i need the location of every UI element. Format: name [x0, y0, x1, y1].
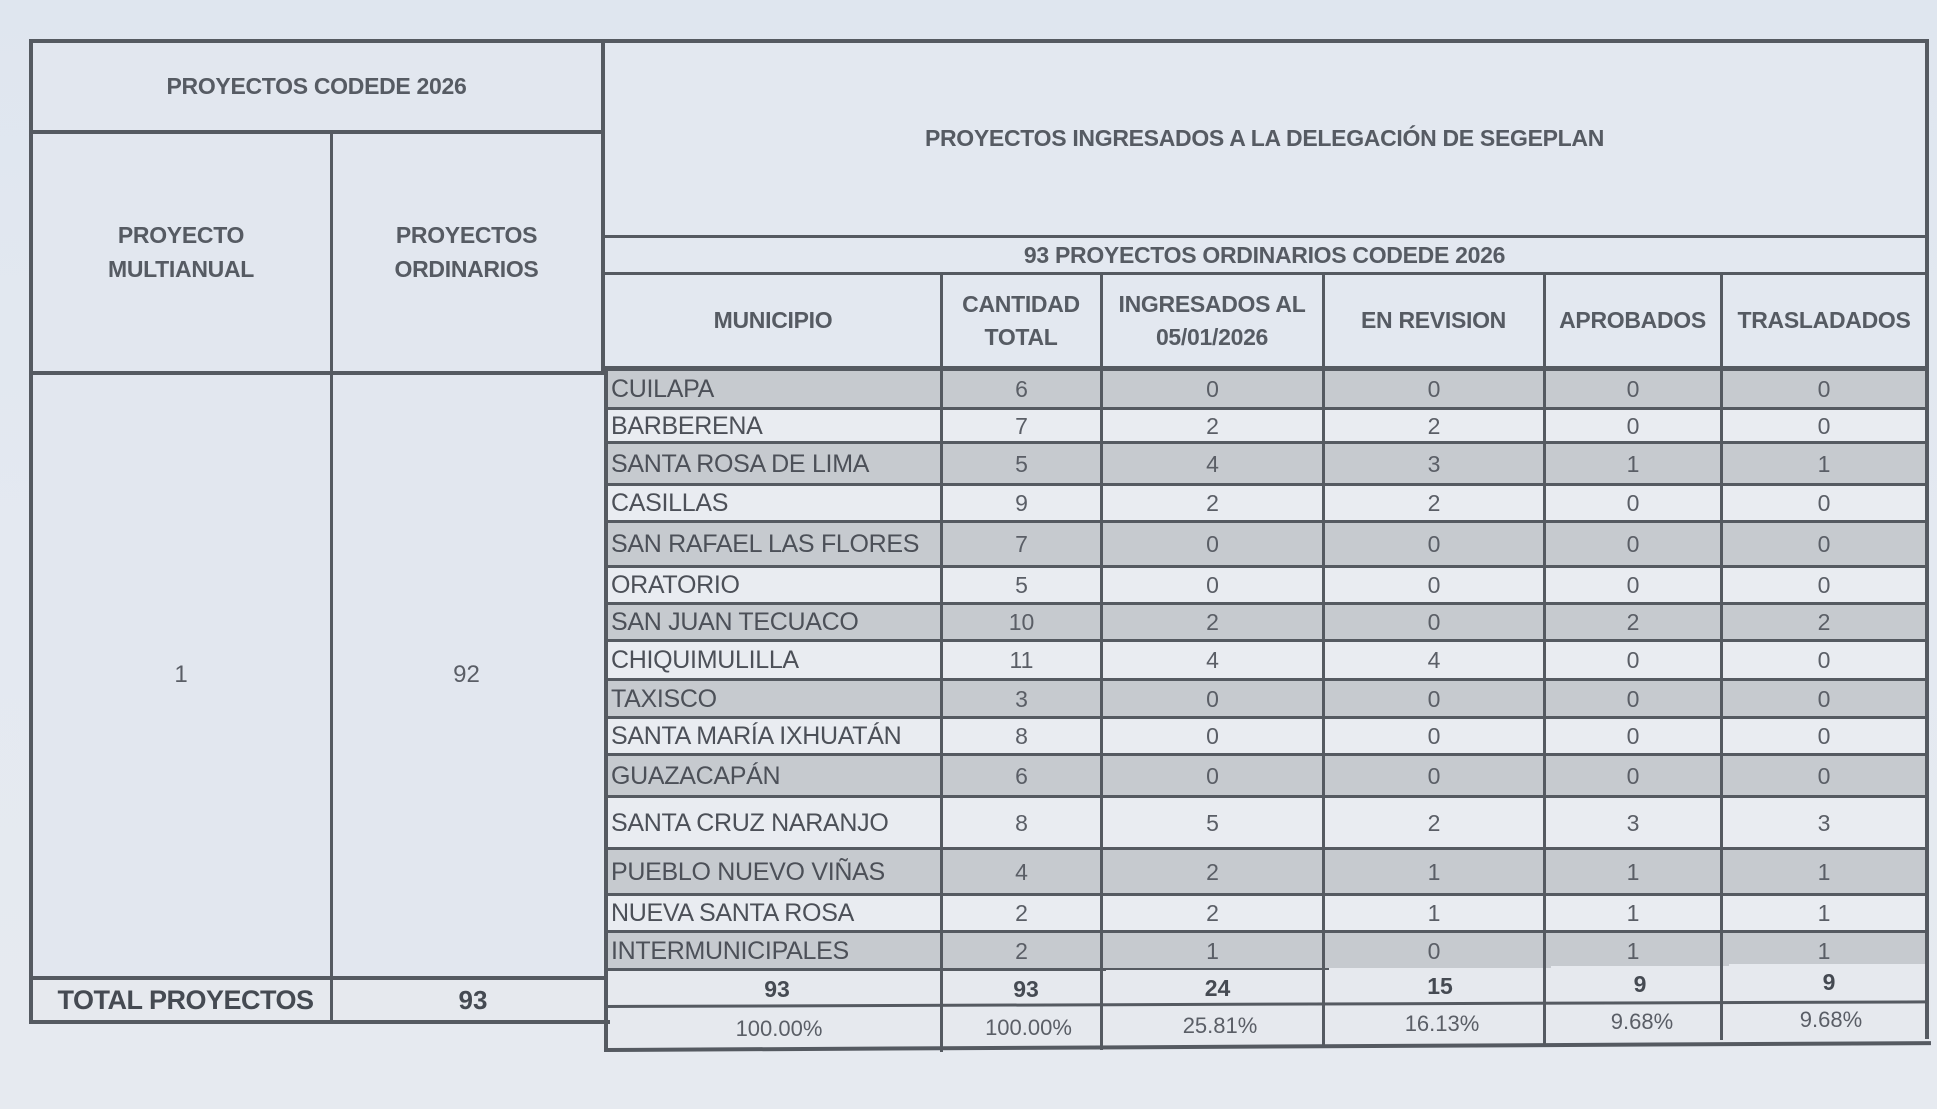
cell-trasladados: 0: [1723, 410, 1925, 442]
cell-cantidad: 8: [943, 719, 1100, 754]
cell-revision: 2: [1325, 798, 1543, 848]
column-header-cantidad-total: [941, 274, 1101, 368]
divider-line: [605, 272, 1929, 275]
cell-ingresados: 2: [1103, 850, 1322, 894]
cell-municipio: SANTA CRUZ NARANJO: [605, 798, 940, 848]
cell-revision: 0: [1325, 523, 1543, 566]
cell-trasladados: 0: [1723, 370, 1925, 408]
cell-aprobados: 1: [1546, 444, 1720, 484]
column-header-ordinarios-line2: ORDINARIOS: [394, 255, 539, 282]
cell-trasladados: 2: [1723, 605, 1925, 640]
divider-line: [604, 368, 608, 1052]
cell-aprobados: 0: [1546, 642, 1720, 679]
cell-revision: 3: [1325, 444, 1543, 484]
divider-line: [940, 274, 943, 1052]
divider-line: [29, 39, 604, 43]
total-ingresados: 24: [1106, 970, 1329, 1006]
column-header-aprobados: APROBADOS: [1559, 307, 1706, 334]
column-header-cantidad-line2: TOTAL: [984, 324, 1058, 350]
cell-cantidad: 5: [943, 444, 1100, 484]
cell-aprobados: 0: [1546, 523, 1720, 566]
column-header-multianual-line1: PROYECTO: [117, 222, 245, 249]
column-header-ingresados: [1101, 274, 1323, 368]
cell-aprobados: 1: [1546, 896, 1720, 931]
cell-ingresados: 2: [1103, 896, 1322, 931]
cell-ingresados: 2: [1103, 410, 1322, 442]
divider-line: [31, 976, 609, 980]
cell-trasladados: 0: [1723, 756, 1925, 796]
column-header-en-revision: EN REVISION: [1361, 307, 1506, 334]
total-municipio: 93: [608, 971, 946, 1007]
cell-trasladados: 0: [1723, 681, 1925, 717]
cell-aprobados: 1: [1546, 933, 1720, 969]
divider-line: [1543, 274, 1546, 1044]
cell-trasladados: 1: [1723, 896, 1925, 931]
cell-revision: 0: [1325, 370, 1543, 408]
divider-line: [602, 39, 1929, 43]
cell-aprobados: 0: [1546, 568, 1720, 603]
cell-cantidad: 7: [943, 523, 1100, 566]
cell-cantidad: 2: [943, 933, 1100, 969]
column-header-trasladados: TRASLADADOS: [1737, 307, 1911, 334]
cell-municipio: NUEVA SANTA ROSA: [605, 896, 940, 931]
total-revision: 15: [1329, 968, 1551, 1004]
cell-cantidad: 7: [943, 410, 1100, 442]
cell-cantidad: 3: [943, 681, 1100, 717]
cell-municipio: CUILAPA: [605, 370, 940, 408]
cell-municipio: SAN JUAN TECUACO: [605, 605, 940, 640]
left-panel-title: PROYECTOS CODEDE 2026: [166, 72, 467, 99]
column-header-ingresados-line1: INGRESADOS AL: [1118, 290, 1306, 317]
cell-aprobados: 3: [1546, 798, 1720, 848]
cell-cantidad: 9: [943, 486, 1100, 521]
cell-revision: 0: [1325, 681, 1543, 717]
divider-line: [33, 1020, 611, 1024]
cell-cantidad: 6: [943, 756, 1100, 796]
cell-trasladados: 0: [1723, 523, 1925, 566]
cell-trasladados: 1: [1723, 933, 1925, 969]
cell-aprobados: 0: [1546, 719, 1720, 754]
divider-line: [29, 130, 604, 134]
divider-line: [29, 39, 33, 1024]
cell-cantidad: 6: [943, 370, 1100, 408]
pct-revision: 16.13%: [1331, 1004, 1553, 1044]
cell-aprobados: 0: [1546, 370, 1720, 408]
cell-municipio: CASILLAS: [605, 486, 940, 521]
multianual-value: 1: [174, 660, 188, 688]
cell-trasladados: 1: [1723, 850, 1925, 894]
cell-ingresados: 0: [1103, 568, 1322, 603]
cell-municipio: GUAZACAPÁN: [605, 756, 940, 796]
cell-aprobados: 0: [1546, 756, 1720, 796]
cell-municipio: SAN RAFAEL LAS FLORES: [605, 523, 940, 566]
pct-municipio: 100.00%: [610, 1009, 948, 1049]
divider-line: [1925, 39, 1929, 1039]
cell-cantidad: 10: [943, 605, 1100, 640]
column-header-municipio: MUNICIPIO: [713, 307, 833, 334]
column-header-multianual: [31, 132, 331, 373]
cell-aprobados: 2: [1546, 605, 1720, 640]
cell-revision: 1: [1325, 850, 1543, 894]
total-proyectos-label: TOTAL PROYECTOS: [33, 979, 338, 1021]
divider-line: [330, 132, 333, 1022]
cell-ingresados: 0: [1103, 370, 1322, 408]
pct-aprobados: 9.68%: [1553, 1002, 1731, 1042]
total-trasladados: 9: [1729, 964, 1929, 1000]
cell-revision: 2: [1325, 486, 1543, 521]
cell-revision: 0: [1325, 568, 1543, 603]
cell-ingresados: 1: [1103, 933, 1322, 969]
cell-ingresados: 0: [1103, 681, 1322, 717]
cell-municipio: CHIQUIMULILLA: [605, 642, 940, 679]
divider-line: [1322, 274, 1325, 1046]
cell-ingresados: 0: [1103, 523, 1322, 566]
column-header-ordinarios-line1: PROYECTOS: [395, 222, 538, 249]
cell-trasladados: 0: [1723, 486, 1925, 521]
cell-revision: 1: [1325, 896, 1543, 931]
divider-line: [1720, 274, 1723, 1040]
cell-municipio: ORATORIO: [605, 568, 940, 603]
total-proyectos-value: 93: [338, 979, 608, 1021]
divider-line: [29, 371, 604, 375]
cell-revision: 0: [1325, 933, 1543, 969]
cell-trasladados: 0: [1723, 719, 1925, 754]
cell-trasladados: 1: [1723, 444, 1925, 484]
cell-revision: 0: [1325, 605, 1543, 640]
cell-cantidad: 2: [943, 896, 1100, 931]
pct-cantidad: 100.00%: [948, 1008, 1109, 1048]
cell-cantidad: 4: [943, 850, 1100, 894]
pct-ingresados: 25.81%: [1109, 1006, 1331, 1046]
cell-ingresados: 0: [1103, 719, 1322, 754]
cell-aprobados: 1: [1546, 850, 1720, 894]
divider-line: [605, 366, 1929, 371]
divider-line: [601, 39, 605, 374]
cell-ingresados: 4: [1103, 642, 1322, 679]
total-cantidad: 93: [946, 971, 1106, 1007]
right-panel-title: PROYECTOS INGRESADOS A LA DELEGACIÓN DE SEGEPLAN: [924, 125, 1605, 152]
cell-revision: 0: [1325, 719, 1543, 754]
column-header-ordinarios: [331, 132, 602, 373]
cell-ingresados: 0: [1103, 756, 1322, 796]
cell-municipio: BARBERENA: [605, 410, 940, 442]
cell-revision: 2: [1325, 410, 1543, 442]
cell-trasladados: 0: [1723, 568, 1925, 603]
cell-aprobados: 0: [1546, 486, 1720, 521]
cell-ingresados: 4: [1103, 444, 1322, 484]
divider-line: [602, 235, 1929, 238]
column-header-ingresados-line2: 05/01/2026: [1155, 324, 1269, 350]
cell-ingresados: 2: [1103, 605, 1322, 640]
cell-ingresados: 2: [1103, 486, 1322, 521]
ordinarios-value: 92: [453, 660, 480, 688]
right-panel-subtitle: 93 PROYECTOS ORDINARIOS CODEDE 2026: [1023, 241, 1506, 268]
cell-trasladados: 0: [1723, 642, 1925, 679]
cell-aprobados: 0: [1546, 410, 1720, 442]
cell-municipio: PUEBLO NUEVO VIÑAS: [605, 850, 940, 894]
cell-municipio: SANTA ROSA DE LIMA: [605, 444, 940, 484]
cell-municipio: TAXISCO: [605, 681, 940, 717]
cell-trasladados: 3: [1723, 798, 1925, 848]
cell-municipio: SANTA MARÍA IXHUATÁN: [605, 719, 940, 754]
cell-revision: 4: [1325, 642, 1543, 679]
cell-ingresados: 5: [1103, 798, 1322, 848]
cell-cantidad: 11: [943, 642, 1100, 679]
cell-cantidad: 8: [943, 798, 1100, 848]
total-aprobados: 9: [1551, 966, 1729, 1002]
pct-trasladados: 9.68%: [1731, 1000, 1931, 1040]
column-header-multianual-line2: MULTIANUAL: [107, 255, 255, 282]
divider-line: [1100, 274, 1103, 1050]
cell-cantidad: 5: [943, 568, 1100, 603]
cell-revision: 0: [1325, 756, 1543, 796]
cell-aprobados: 0: [1546, 681, 1720, 717]
column-header-cantidad-line1: CANTIDAD: [962, 290, 1080, 317]
cell-municipio: INTERMUNICIPALES: [605, 933, 940, 969]
